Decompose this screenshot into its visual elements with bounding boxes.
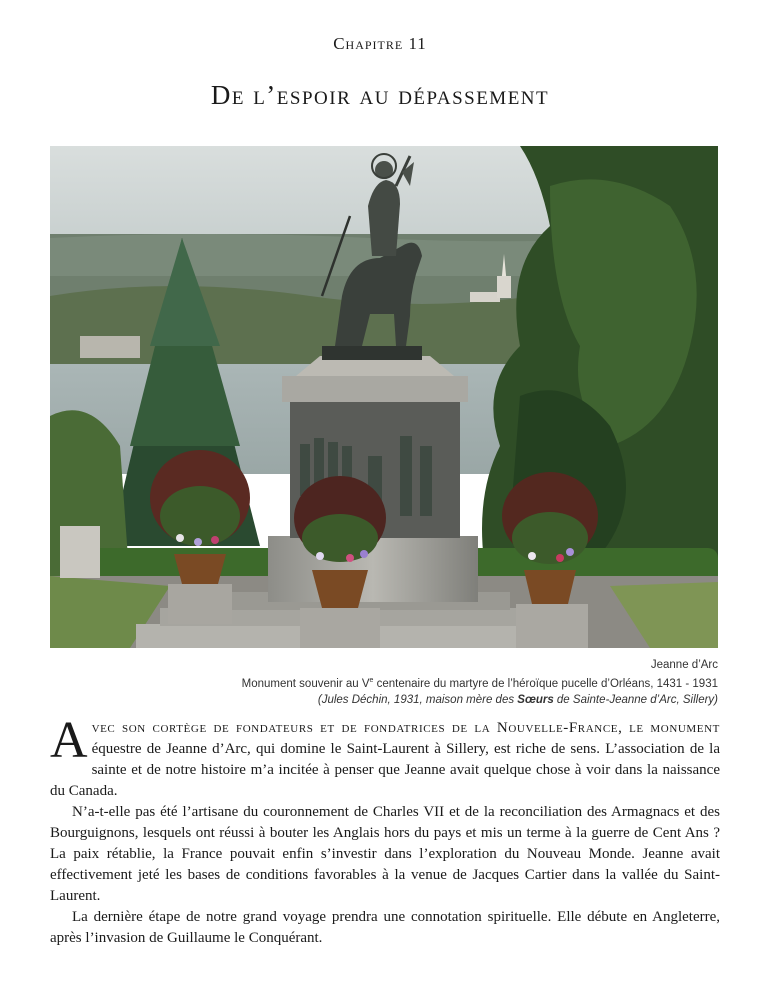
lead-in: vec son cortège de fondateurs et de fondatrices de la Nouvelle-France, le monument <box>91 720 720 736</box>
credit-bold: Sœurs <box>517 693 554 706</box>
monument-photo <box>50 146 718 648</box>
chapter-number: Chapitre 11 <box>333 34 427 53</box>
drop-cap: A <box>50 712 88 769</box>
caption-description <box>242 673 718 692</box>
caption-description-end: centenaire du martyre de l’héroïque pucelle d’Orléans, 1431 - 1931 <box>373 677 718 690</box>
paragraph-1 <box>50 712 720 802</box>
paragraph-3: La dernière étape de notre grand voyage prendra une connotation spirituelle. Elle débute en Angleterre, après l’invasion de Guillaume le Conquérant. <box>50 909 720 946</box>
credit-start: (Jules Déchin, 1931, maison mère des <box>317 693 518 706</box>
caption-credit <box>242 692 718 708</box>
paragraph-2: N’a-t-elle pas été l’artisane du couronnement de Charles VII et de la reconciliation des Armagnacs et des Bourguignons, lesquels ont réussi à bouter les Anglais hors du pays et mis un terme à la guerre de Cent Ans ? La paix rétablie, la France pouvait enfin s’investir dans l’exploration du Nouveau Monde. Jeanne avait effectivement jeté les bases de conditions favorables à la venue de Jacques Cartier dans la vallée du Saint-Laurent. <box>50 804 720 904</box>
body-text <box>50 712 720 949</box>
credit-end: de Sainte-Jeanne d’Arc, Sillery) <box>553 693 718 706</box>
caption-title: Jeanne d’Arc <box>650 659 718 671</box>
paragraph-1-rest: équestre de Jeanne d’Arc, qui domine le Saint-Laurent à Sillery, est riche de sens. L’association de la sainte et de notre histoire m’a incitée à penser que Jeanne avait quelque chose à voir dans la naissance du Canada. <box>50 741 720 799</box>
caption-superscript: e <box>369 677 374 684</box>
figure-caption <box>242 657 718 708</box>
chapter-title: De l’espoir au dépassement <box>210 80 550 110</box>
caption-description-start: Monument souvenir au V <box>241 677 370 690</box>
